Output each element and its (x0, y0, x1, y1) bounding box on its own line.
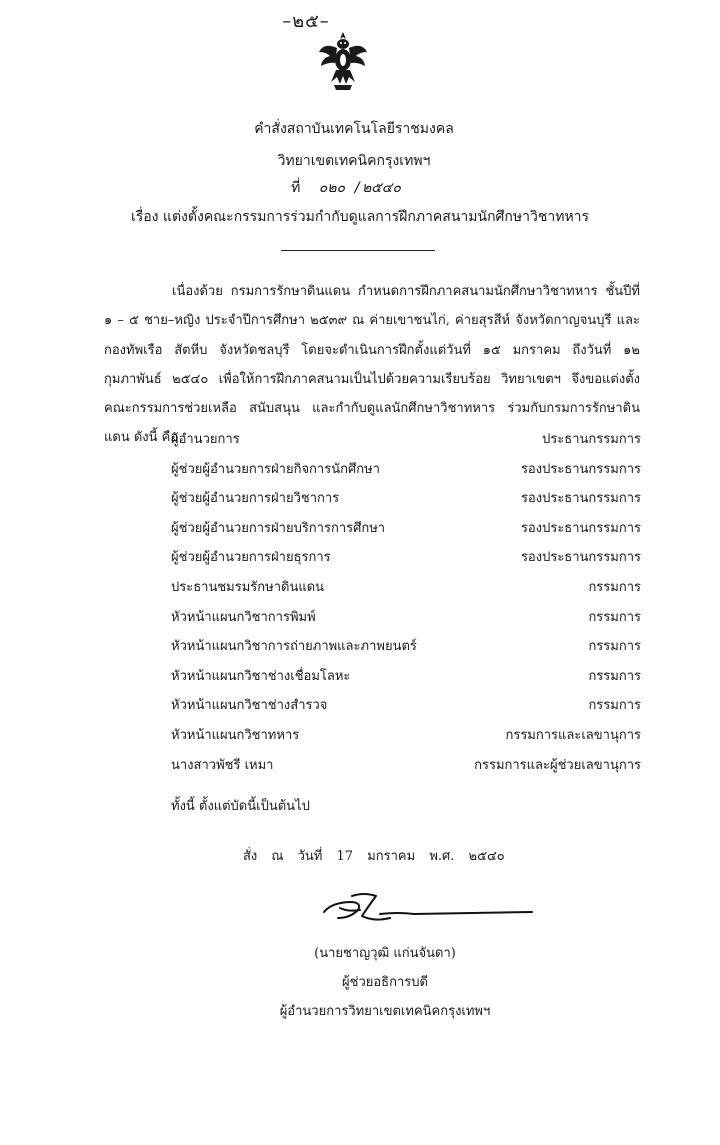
member-position: กรรมการและเลขานุการ (505, 727, 641, 743)
member-role: นางสาวพัชรี เหมา (171, 757, 274, 773)
committee-member-row (171, 606, 641, 636)
committee-member-row (171, 576, 641, 606)
member-role: ผู้ช่วยผู้อำนวยการฝ่ายวิชาการ (171, 491, 340, 507)
body-paragraph-block (104, 277, 640, 453)
committee-member-row (171, 665, 641, 695)
committee-member-row (171, 724, 641, 754)
member-role: ผู้อำนวยการ (171, 432, 240, 447)
committee-member-row (171, 517, 641, 547)
member-position: กรรมการและผู้ช่วยเลขานุการ (474, 757, 641, 773)
committee-list (171, 428, 641, 783)
garuda-emblem (316, 30, 370, 92)
member-position: รองประธานกรรมการ (520, 550, 641, 566)
member-position: กรรมการ (588, 639, 641, 655)
closing-statement: ทั้งนี้ ตั้งแต่บัดนี้เป็นต้นไป (171, 799, 310, 814)
committee-member-row (171, 754, 641, 784)
committee-member-row (171, 694, 641, 724)
committee-member-row (171, 428, 641, 458)
member-position: รองประธานกรรมการ (520, 461, 641, 477)
order-date-month-year: มกราคม พ.ศ. ๒๕๔๐ (367, 849, 505, 864)
body-paragraph: เนื่องด้วย กรมการรักษาดินแดน กำหนดการฝึกภาคสนามนักศึกษาวิชาทหาร ชั้นปีที่ ๑ – ๕ ชาย–หญิง ประจำปีการศึกษา ๒๕๓๙ ณ ค่ายเขาชนไก่, ค่ายสุรสีห์ จังหวัดกาญจนบุรี และกองทัพเรือ สัตหีบ จังหวัดชลบุรี โดยจะดำเนินการฝึกตั้งแต่วันที่ ๑๕ มกราคม ถึงวันที่ ๑๒ กุมภาพันธ์ ๒๕๔๐ เพื่อให้การฝึกภาคสนามเป็นไปด้วยความเรียบร้อย วิทยาเขตฯ จึงขอแต่งตั้งคณะกรรมการช่วยเหลือ สนับสนุน และกำกับดูแลนักศึกษาวิชาทหาร ร่วมกับกรมการรักษาดินแดน ดังนี้ คือ (104, 284, 640, 446)
member-position: ประธานกรรมการ (542, 432, 641, 447)
member-position: กรรมการ (588, 579, 641, 595)
committee-member-row (171, 635, 641, 665)
header-line-2: วิทยาเขตเทคนิคกรุงเทพฯ (277, 153, 431, 169)
order-number (0, 177, 706, 199)
member-position: รองประธานกรรมการ (520, 520, 641, 536)
order-date (243, 845, 505, 866)
signer-organization: ผู้อำนวยการวิทยาเขตเทคนิคกรุงเทพฯ (279, 1004, 491, 1019)
member-role: หัวหน้าแผนกวิชาช่างสำรวจ (171, 698, 328, 714)
header-line-1: คำสั่งสถาบันเทคโนโลยีราชมงคล (254, 121, 454, 137)
member-role: หัวหน้าแผนกวิชาช่างเชื่อมโลหะ (171, 668, 351, 684)
page-number: –๒๕– (282, 11, 330, 32)
member-position: กรรมการ (588, 698, 641, 714)
order-number-value: ๐๒๐ /๒๕๔๐ (318, 180, 401, 196)
member-role: หัวหน้าแผนกวิชาทหาร (171, 727, 300, 743)
order-number-label: ที่ (291, 180, 301, 196)
handwritten-signature (318, 888, 534, 934)
committee-member-row (171, 458, 641, 488)
order-subject: เรื่อง แต่งตั้งคณะกรรมการร่วมกำกับดูแลการฝึกภาคสนามนักศึกษาวิชาทหาร (130, 209, 590, 225)
committee-member-row (171, 487, 641, 517)
signer-title: ผู้ช่วยอธิการบดี (342, 975, 428, 990)
member-role: ประธานชมรมรักษาดินแดน (171, 579, 325, 595)
member-position: กรรมการ (588, 609, 641, 625)
order-date-day: 17 (336, 849, 354, 864)
divider-rule (281, 250, 435, 251)
member-position: รองประธานกรรมการ (520, 491, 641, 507)
committee-member-row (171, 546, 641, 576)
order-date-prefix: สั่ง ณ วันที่ (243, 849, 323, 864)
member-role: หัวหน้าแผนกวิชาการพิมพ์ (171, 609, 316, 625)
member-role: ผู้ช่วยผู้อำนวยการฝ่ายกิจการนักศึกษา (171, 461, 380, 477)
member-role: ผู้ช่วยผู้อำนวยการฝ่ายธุรการ (171, 550, 331, 566)
member-role: ผู้ช่วยผู้อำนวยการฝ่ายบริการการศึกษา (171, 520, 386, 536)
member-position: กรรมการ (588, 668, 641, 684)
member-role: หัวหน้าแผนกวิชาการถ่ายภาพและภาพยนตร์ (171, 639, 417, 655)
signer-name: (นายชาญวุฒิ แก่นจันดา) (314, 946, 456, 961)
